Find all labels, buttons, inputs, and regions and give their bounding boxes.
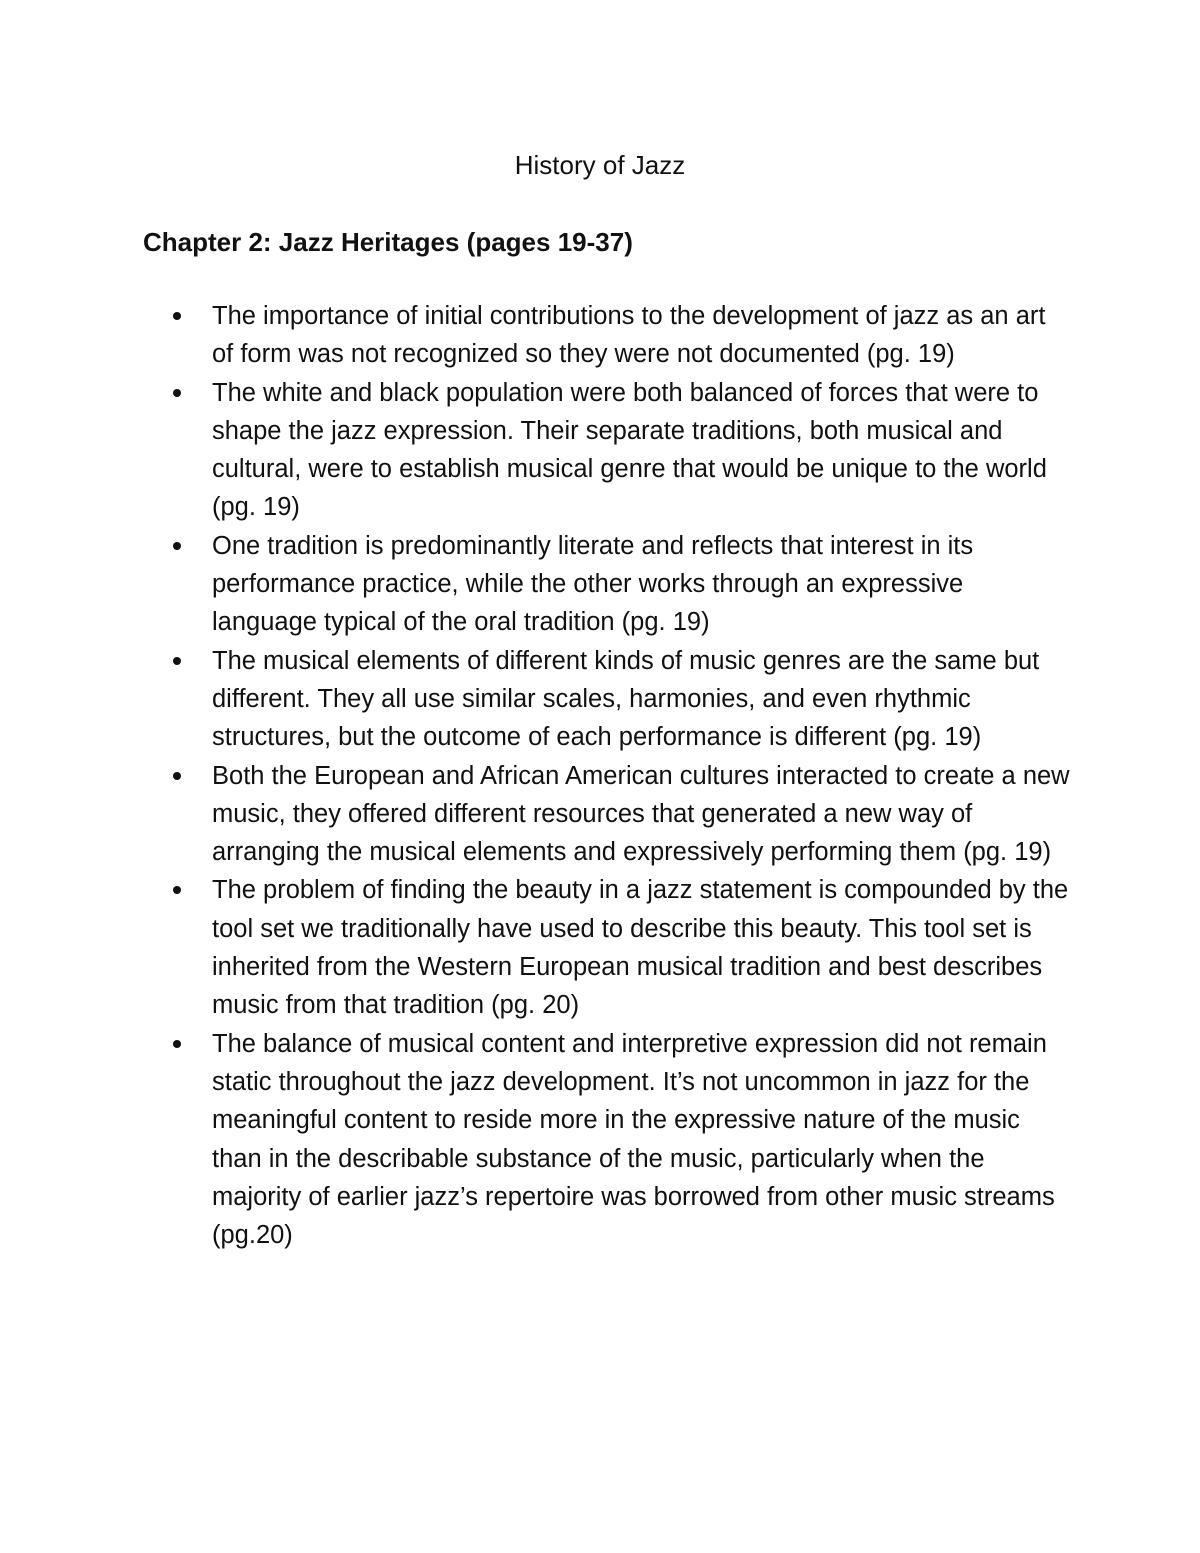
list-item-text: The problem of finding the beauty in a jazz statement is compounded by the tool set we traditionally have used to describe this beauty. This tool set is inherited from the Western European musical tradition and best describes music from that tradition (pg. 20) (212, 876, 1069, 1020)
list-item (143, 374, 1073, 527)
list-item-text: The musical elements of different kinds of music genres are the same but different. They all use similar scales, harmonies, and even rhythmic structures, but the outcome of each performance is different (pg. 19) (212, 646, 1040, 752)
bullet-icon (173, 657, 181, 665)
list-item-text: The importance of initial contributions to the development of jazz as an art of form was not recognized so they were not documented (pg. 19) (212, 302, 1046, 369)
list-item (143, 1025, 1073, 1255)
list-item (143, 642, 1073, 757)
list-item-text: One tradition is predominantly literate and reflects that interest in its performance practice, while the other works through an expressive language typical of the oral tradition (pg. 19) (212, 531, 974, 637)
list-item-text: The white and black population were both balanced of forces that were to shape the jazz expression. Their separate traditions, both musical and cultural, were to establish musical genre that would be unique to the world (pg. 19) (212, 378, 1047, 522)
chapter-heading: Chapter 2: Jazz Heritages (pages 19-37) (143, 227, 633, 257)
bullet-icon (173, 542, 181, 550)
bullet-icon (173, 312, 181, 320)
list-item-text: The balance of musical content and interpretive expression did not remain static throughout the jazz development. It’s not uncommon in jazz for the meaningful content to reside more in the expressive nature of the music than in the describable substance of the music, particularly when the majority of earlier jazz’s repertoire was borrowed from other music streams (pg.20) (212, 1029, 1055, 1250)
list-item (143, 757, 1073, 872)
document-title: History of Jazz (514, 150, 686, 180)
bullet-icon (173, 886, 181, 894)
list-item (143, 527, 1073, 642)
notes-bullet-list (143, 297, 1073, 1254)
bullet-icon (173, 1040, 181, 1048)
list-item (143, 297, 1073, 374)
bullet-icon (173, 389, 181, 397)
bullet-icon (173, 772, 181, 780)
list-item (143, 871, 1073, 1024)
list-item-text: Both the European and African American cultures interacted to create a new music, they offered different resources that generated a new way of arranging the musical elements and expressively performing them (pg. 19) (212, 761, 1070, 867)
